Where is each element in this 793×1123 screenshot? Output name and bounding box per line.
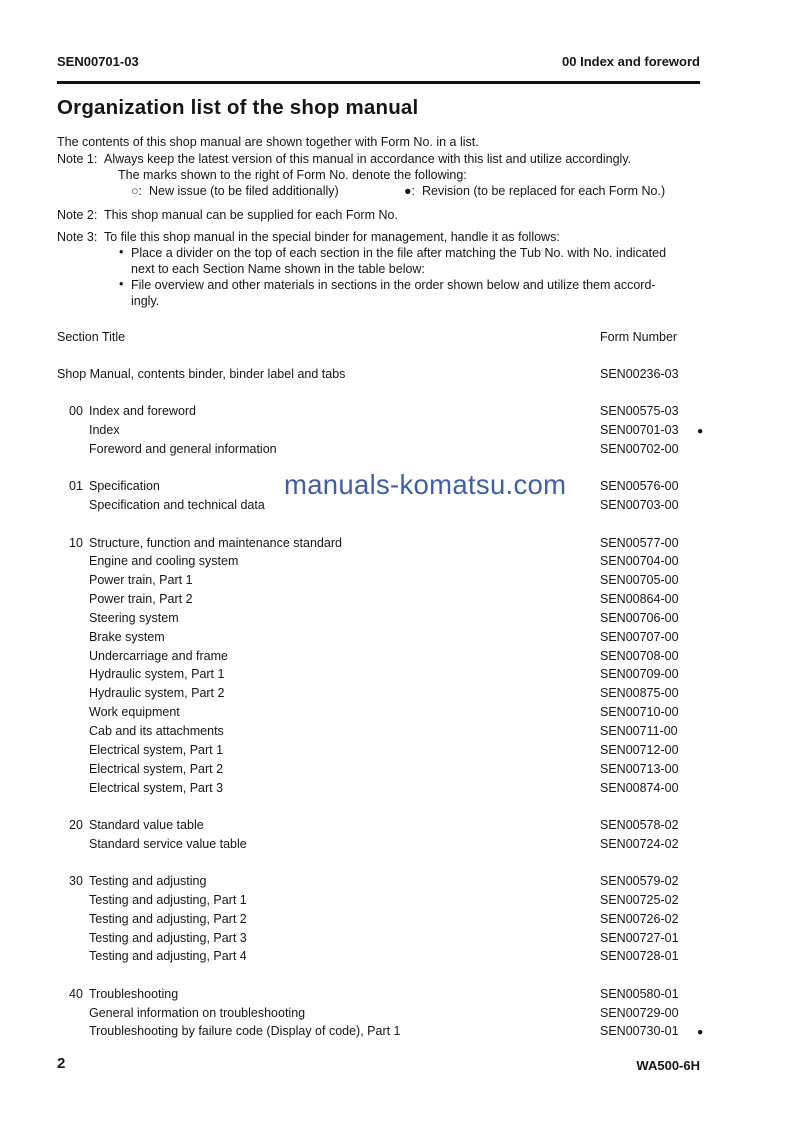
- table-row: [57, 630, 737, 649]
- header-rule: [57, 81, 700, 84]
- table-row: [57, 404, 737, 423]
- section-label: Hydraulic system, Part 1: [89, 667, 225, 682]
- form-number: SEN00725-02: [600, 892, 679, 907]
- form-number: SEN00575-03: [600, 404, 679, 419]
- table-row: [57, 423, 737, 442]
- section-label: Specification: [89, 479, 160, 494]
- note-3-bullet-1-line-2: next to each Section Name shown in the table below:: [131, 262, 425, 276]
- form-number: SEN00707-00: [600, 629, 679, 644]
- section-label: Work equipment: [89, 705, 180, 720]
- revision-mark-icon: ●: [697, 425, 704, 438]
- form-number: SEN00701-03: [600, 423, 679, 438]
- table-row: [57, 781, 737, 800]
- tub-number: 10: [69, 535, 83, 550]
- section-group: [57, 818, 737, 856]
- table-row: [57, 912, 737, 931]
- table-row: [57, 442, 737, 461]
- note-1-line-1: Always keep the latest version of this manual in accordance with this list and utilize accordingly.: [104, 152, 632, 166]
- tub-number: 00: [69, 404, 83, 419]
- form-number: SEN00713-00: [600, 761, 679, 776]
- tub-number: 20: [69, 817, 83, 832]
- form-number: SEN00708-00: [600, 648, 679, 663]
- form-number: SEN00702-00: [600, 442, 679, 457]
- section-group: [57, 874, 737, 968]
- section-label: Hydraulic system, Part 2: [89, 686, 225, 701]
- form-number: SEN00578-02: [600, 817, 679, 832]
- tub-number: 30: [69, 874, 83, 889]
- legend-new-issue: [131, 184, 339, 200]
- section-label: Specification and technical data: [89, 498, 265, 513]
- table-row: [57, 686, 737, 705]
- section-label: Cab and its attachments: [89, 724, 224, 738]
- table-row: [57, 724, 737, 743]
- section-label: Power train, Part 2: [89, 592, 193, 607]
- section-group: [57, 987, 737, 1044]
- header-doc-number: SEN00701-03: [57, 54, 139, 69]
- section-label: Steering system: [89, 610, 179, 625]
- section-group: [57, 536, 737, 800]
- table-row: [57, 893, 737, 912]
- table-row: [57, 762, 737, 781]
- form-number: SEN00236-03: [600, 367, 679, 381]
- table-row: [57, 367, 737, 386]
- note-3-bullet-2-line-2: ingly.: [131, 294, 160, 308]
- header-section: 00 Index and foreword: [562, 54, 700, 69]
- watermark: manuals-komatsu.com: [284, 469, 567, 500]
- table-row: [57, 536, 737, 555]
- section-label: General information on troubleshooting: [89, 1005, 306, 1020]
- table-row: [57, 573, 737, 592]
- form-number: SEN00726-02: [600, 911, 679, 926]
- table-row: [57, 498, 737, 517]
- section-label: Brake system: [89, 629, 165, 644]
- footer-page-number: 2: [57, 1055, 66, 1072]
- form-number: SEN00728-01: [600, 949, 679, 964]
- note-3-label: Note 3:: [57, 230, 98, 244]
- section-label: Testing and adjusting, Part 1: [89, 892, 247, 907]
- table-row: [57, 592, 737, 611]
- form-number: SEN00727-01: [600, 930, 679, 945]
- note-2-text: This shop manual can be supplied for each Form No.: [104, 208, 398, 222]
- section-label: Testing and adjusting, Part 4: [89, 949, 247, 964]
- table-row: [57, 554, 737, 573]
- table-row: [57, 1024, 737, 1043]
- table-row: [57, 1006, 737, 1025]
- table-column-title: Section Title: [57, 330, 126, 344]
- form-number: SEN00703-00: [600, 498, 679, 513]
- section-label: Index: [89, 423, 120, 438]
- revision-dot-icon: ●:: [404, 184, 416, 198]
- table-column-form: Form Number: [600, 330, 678, 344]
- note-3-text: To file this shop manual in the special binder for management, handle it as follows:: [104, 230, 560, 244]
- note-1-line-2: The marks shown to the right of Form No. denote the following:: [118, 168, 467, 182]
- section-label: Electrical system, Part 3: [89, 780, 224, 795]
- bullet-icon: •: [119, 245, 124, 259]
- section-label: Electrical system, Part 2: [89, 761, 224, 776]
- form-number: SEN00730-01: [600, 1024, 679, 1039]
- form-number: SEN00864-00: [600, 592, 679, 607]
- note-2-label: Note 2:: [57, 208, 98, 222]
- table-row: [57, 705, 737, 724]
- form-number: SEN00577-00: [600, 535, 679, 550]
- form-number: SEN00579-02: [600, 874, 679, 889]
- section-label: Shop Manual, contents binder, binder label and tabs: [57, 367, 346, 381]
- section-label: Engine and cooling system: [89, 554, 239, 569]
- form-number: SEN00875-00: [600, 686, 679, 701]
- note-1-label: Note 1:: [57, 152, 98, 166]
- table-row: [57, 874, 737, 893]
- table-row: [57, 611, 737, 630]
- section-label: Testing and adjusting: [89, 874, 207, 889]
- form-number: SEN00724-02: [600, 836, 679, 851]
- form-number: SEN00709-00: [600, 667, 679, 682]
- section-label: Testing and adjusting, Part 2: [89, 911, 247, 926]
- section-group: [57, 367, 737, 386]
- tub-number: 40: [69, 986, 83, 1001]
- form-number: SEN00729-00: [600, 1005, 679, 1020]
- intro-text: The contents of this shop manual are shown together with Form No. in a list.: [57, 135, 479, 149]
- legend-revision: [404, 184, 665, 200]
- section-group: [57, 404, 737, 461]
- section-label: Foreword and general information: [89, 442, 277, 457]
- bullet-icon: •: [119, 277, 124, 291]
- form-number: SEN00705-00: [600, 573, 679, 588]
- form-number: SEN00576-00: [600, 479, 679, 494]
- legend-new-issue-text: New issue (to be filed additionally): [148, 184, 339, 198]
- section-label: Structure, function and maintenance standard: [89, 535, 342, 550]
- table-row: [57, 949, 737, 968]
- section-label: Index and foreword: [89, 404, 197, 419]
- table-row: [57, 837, 737, 856]
- form-number: SEN00874-00: [600, 780, 679, 795]
- footer-model: WA500-6H: [636, 1058, 700, 1073]
- section-label: Troubleshooting: [89, 986, 179, 1001]
- table-row: [57, 931, 737, 950]
- legend-revision-text: Revision (to be replaced for each Form No.): [421, 184, 666, 198]
- tub-number: 01: [69, 479, 83, 494]
- section-label: Standard value table: [89, 817, 204, 832]
- form-number: SEN00712-00: [600, 742, 679, 757]
- new-issue-circle-icon: ○:: [131, 184, 143, 198]
- section-label: Power train, Part 1: [89, 573, 193, 588]
- form-number: SEN00580-01: [600, 986, 679, 1001]
- note-3-bullet-2-line-1: File overview and other materials in sections in the order shown below and utilize them accord-: [131, 278, 656, 292]
- table-row: [57, 987, 737, 1006]
- table-row: [57, 649, 737, 668]
- table-row: [57, 743, 737, 762]
- section-label: Troubleshooting by failure code (Display of code), Part 1: [89, 1024, 401, 1039]
- section-label: Electrical system, Part 1: [89, 742, 224, 757]
- note-3-bullet-1-line-1: Place a divider on the top of each section in the file after matching the Tub No. with No. indicated: [131, 246, 667, 260]
- form-number: SEN00710-00: [600, 705, 679, 720]
- section-label: Undercarriage and frame: [89, 648, 228, 663]
- form-number: SEN00711-00: [600, 724, 678, 738]
- form-number: SEN00704-00: [600, 554, 679, 569]
- table-row: [57, 667, 737, 686]
- revision-mark-icon: ●: [697, 1026, 704, 1039]
- form-number: SEN00706-00: [600, 610, 679, 625]
- table-row: [57, 818, 737, 837]
- page-title: Organization list of the shop manual: [57, 96, 419, 119]
- section-label: Testing and adjusting, Part 3: [89, 930, 247, 945]
- section-label: Standard service value table: [89, 836, 247, 851]
